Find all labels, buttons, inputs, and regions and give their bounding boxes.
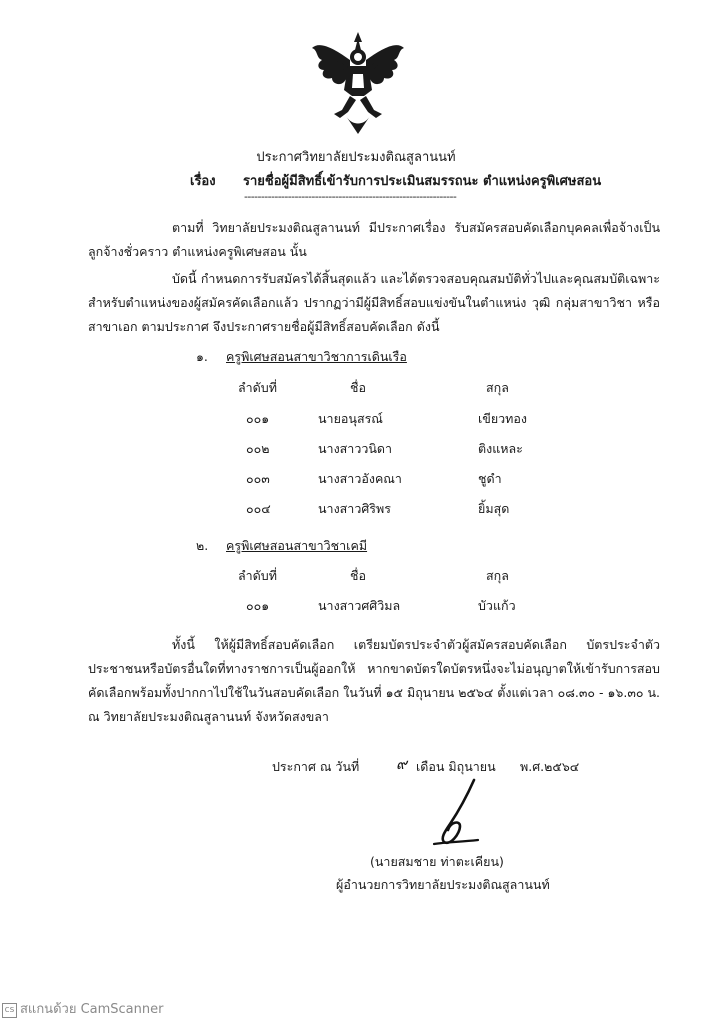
section-1-title: ครูพิเศษสอนสาขาวิชาการเดินเรือ — [226, 349, 407, 364]
director-signature — [420, 778, 490, 850]
section-1-row-4-surname: ยิ้มสุด — [478, 501, 510, 516]
section-1-header-order: ลำดับที่ — [238, 380, 277, 395]
section-2-row-1-surname: บัวแก้ว — [478, 598, 516, 613]
paragraph-announcement: บัดนี้ กำหนดการรับสมัครได้สิ้นสุดแล้ว และได้ตรวจสอบคุณสมบัติทั่วไปและคุณสมบัติเฉพาะสำหรับตำแหน่งของผู้สมัครคัดเลือกแล้ว ปรากฏว่ามีผู้มีสิทธิ์สอบแข่งขันในตำแหน่ง วุฒิ กลุ่มสาขาวิชา หรือสาขาเอก ตามประกาศ จึงประกาศรายชื่อผู้มีสิทธิ์สอบคัดเลือก ดังนี้ — [88, 271, 660, 334]
section-1-row-3-name: นางสาวอังคณา — [318, 471, 402, 486]
section-1-row-4-order: ๐๐๔ — [246, 501, 271, 516]
subject-divider: --------------------------------------------------------------- — [244, 190, 457, 203]
section-2-title: ครูพิเศษสอนสาขาวิชาเคมี — [226, 538, 368, 553]
section-1-row-2-order: ๐๐๒ — [246, 441, 270, 456]
camscanner-badge: cs — [2, 1003, 17, 1018]
signer-name: (นายสมชาย ท่าตะเคียน) — [370, 854, 504, 869]
camscanner-text: สแกนด้วย CamScanner — [20, 1002, 164, 1017]
section-1-row-1-order: ๐๐๑ — [246, 411, 270, 426]
announced-year: พ.ศ.๒๕๖๔ — [520, 759, 580, 774]
section-1-row-3-order: ๐๐๓ — [246, 471, 270, 486]
section-1-number: ๑. — [196, 349, 208, 364]
section-1-row-1-name: นายอนุสรณ์ — [318, 411, 383, 426]
paragraph-instructions: ทั้งนี้ ให้ผู้มีสิทธิ์สอบคัดเลือก เตรียมบัตรประจำตัวผู้สมัครสอบคัดเลือก บัตรประจำตัวประชาชนหรือบัตรอื่นใดที่ทางราชการเป็นผู้ออกให้ หากขาดบัตรใดบัตรหนึ่งจะไม่อนุญาตให้เข้ารับการสอบคัดเลือกพร้อมทั้งปากกาไปใช้ในวันสอบคัดเลือก ในวันที่ ๑๕ มิถุนายน ๒๕๖๔ ตั้งแต่เวลา ๐๘.๓๐ - ๑๖.๓๐ น. ณ วิทยาลัยประมงติณสูลานนท์ จังหวัดสงขลา — [88, 637, 660, 724]
announced-date-prefix: ประกาศ ณ วันที่ — [272, 759, 360, 774]
camscanner-watermark — [2, 998, 163, 1019]
announced-month: เดือน มิถุนายน — [416, 759, 496, 774]
garuda-emblem — [306, 30, 410, 136]
section-1-row-3-surname: ชูดำ — [478, 471, 502, 486]
section-1-row-4-name: นางสาวศิริพร — [318, 501, 391, 516]
section-1-row-1-surname: เขียวทอง — [478, 411, 528, 426]
section-2-header-name: ชื่อ — [350, 568, 366, 583]
section-1-row-2-surname: ติงแหละ — [478, 441, 523, 456]
subject-label: เรื่อง — [190, 174, 216, 189]
section-1-header-surname: สกุล — [486, 380, 509, 395]
paragraph-intro: ตามที่ วิทยาลัยประมงติณสูลานนท์ มีประกาศเรื่อง รับสมัครสอบคัดเลือกบุคคลเพื่อจ้างเป็นลูกจ้างชั่วคราว ตำแหน่งครูพิเศษสอน นั้น — [88, 220, 660, 259]
signer-position: ผู้อำนวยการวิทยาลัยประมงติณสูลานนท์ — [336, 877, 550, 892]
section-2-number: ๒. — [196, 538, 209, 553]
issuer-title: ประกาศวิทยาลัยประมงติณสูลานนท์ — [256, 150, 456, 165]
section-1-header-name: ชื่อ — [350, 380, 366, 395]
section-2-row-1-order: ๐๐๑ — [246, 598, 270, 613]
subject-text: รายชื่อผู้มีสิทธิ์เข้ารับการประเมินสมรรถนะ ตำแหน่งครูพิเศษสอน — [243, 174, 602, 189]
section-2-header-order: ลำดับที่ — [238, 568, 277, 583]
announced-day-handwritten: ๙ — [396, 755, 407, 773]
section-2-row-1-name: นางสาวศศิวิมล — [318, 598, 401, 613]
section-1-row-2-name: นางสาววนิดา — [318, 441, 393, 456]
section-2-header-surname: สกุล — [486, 568, 509, 583]
